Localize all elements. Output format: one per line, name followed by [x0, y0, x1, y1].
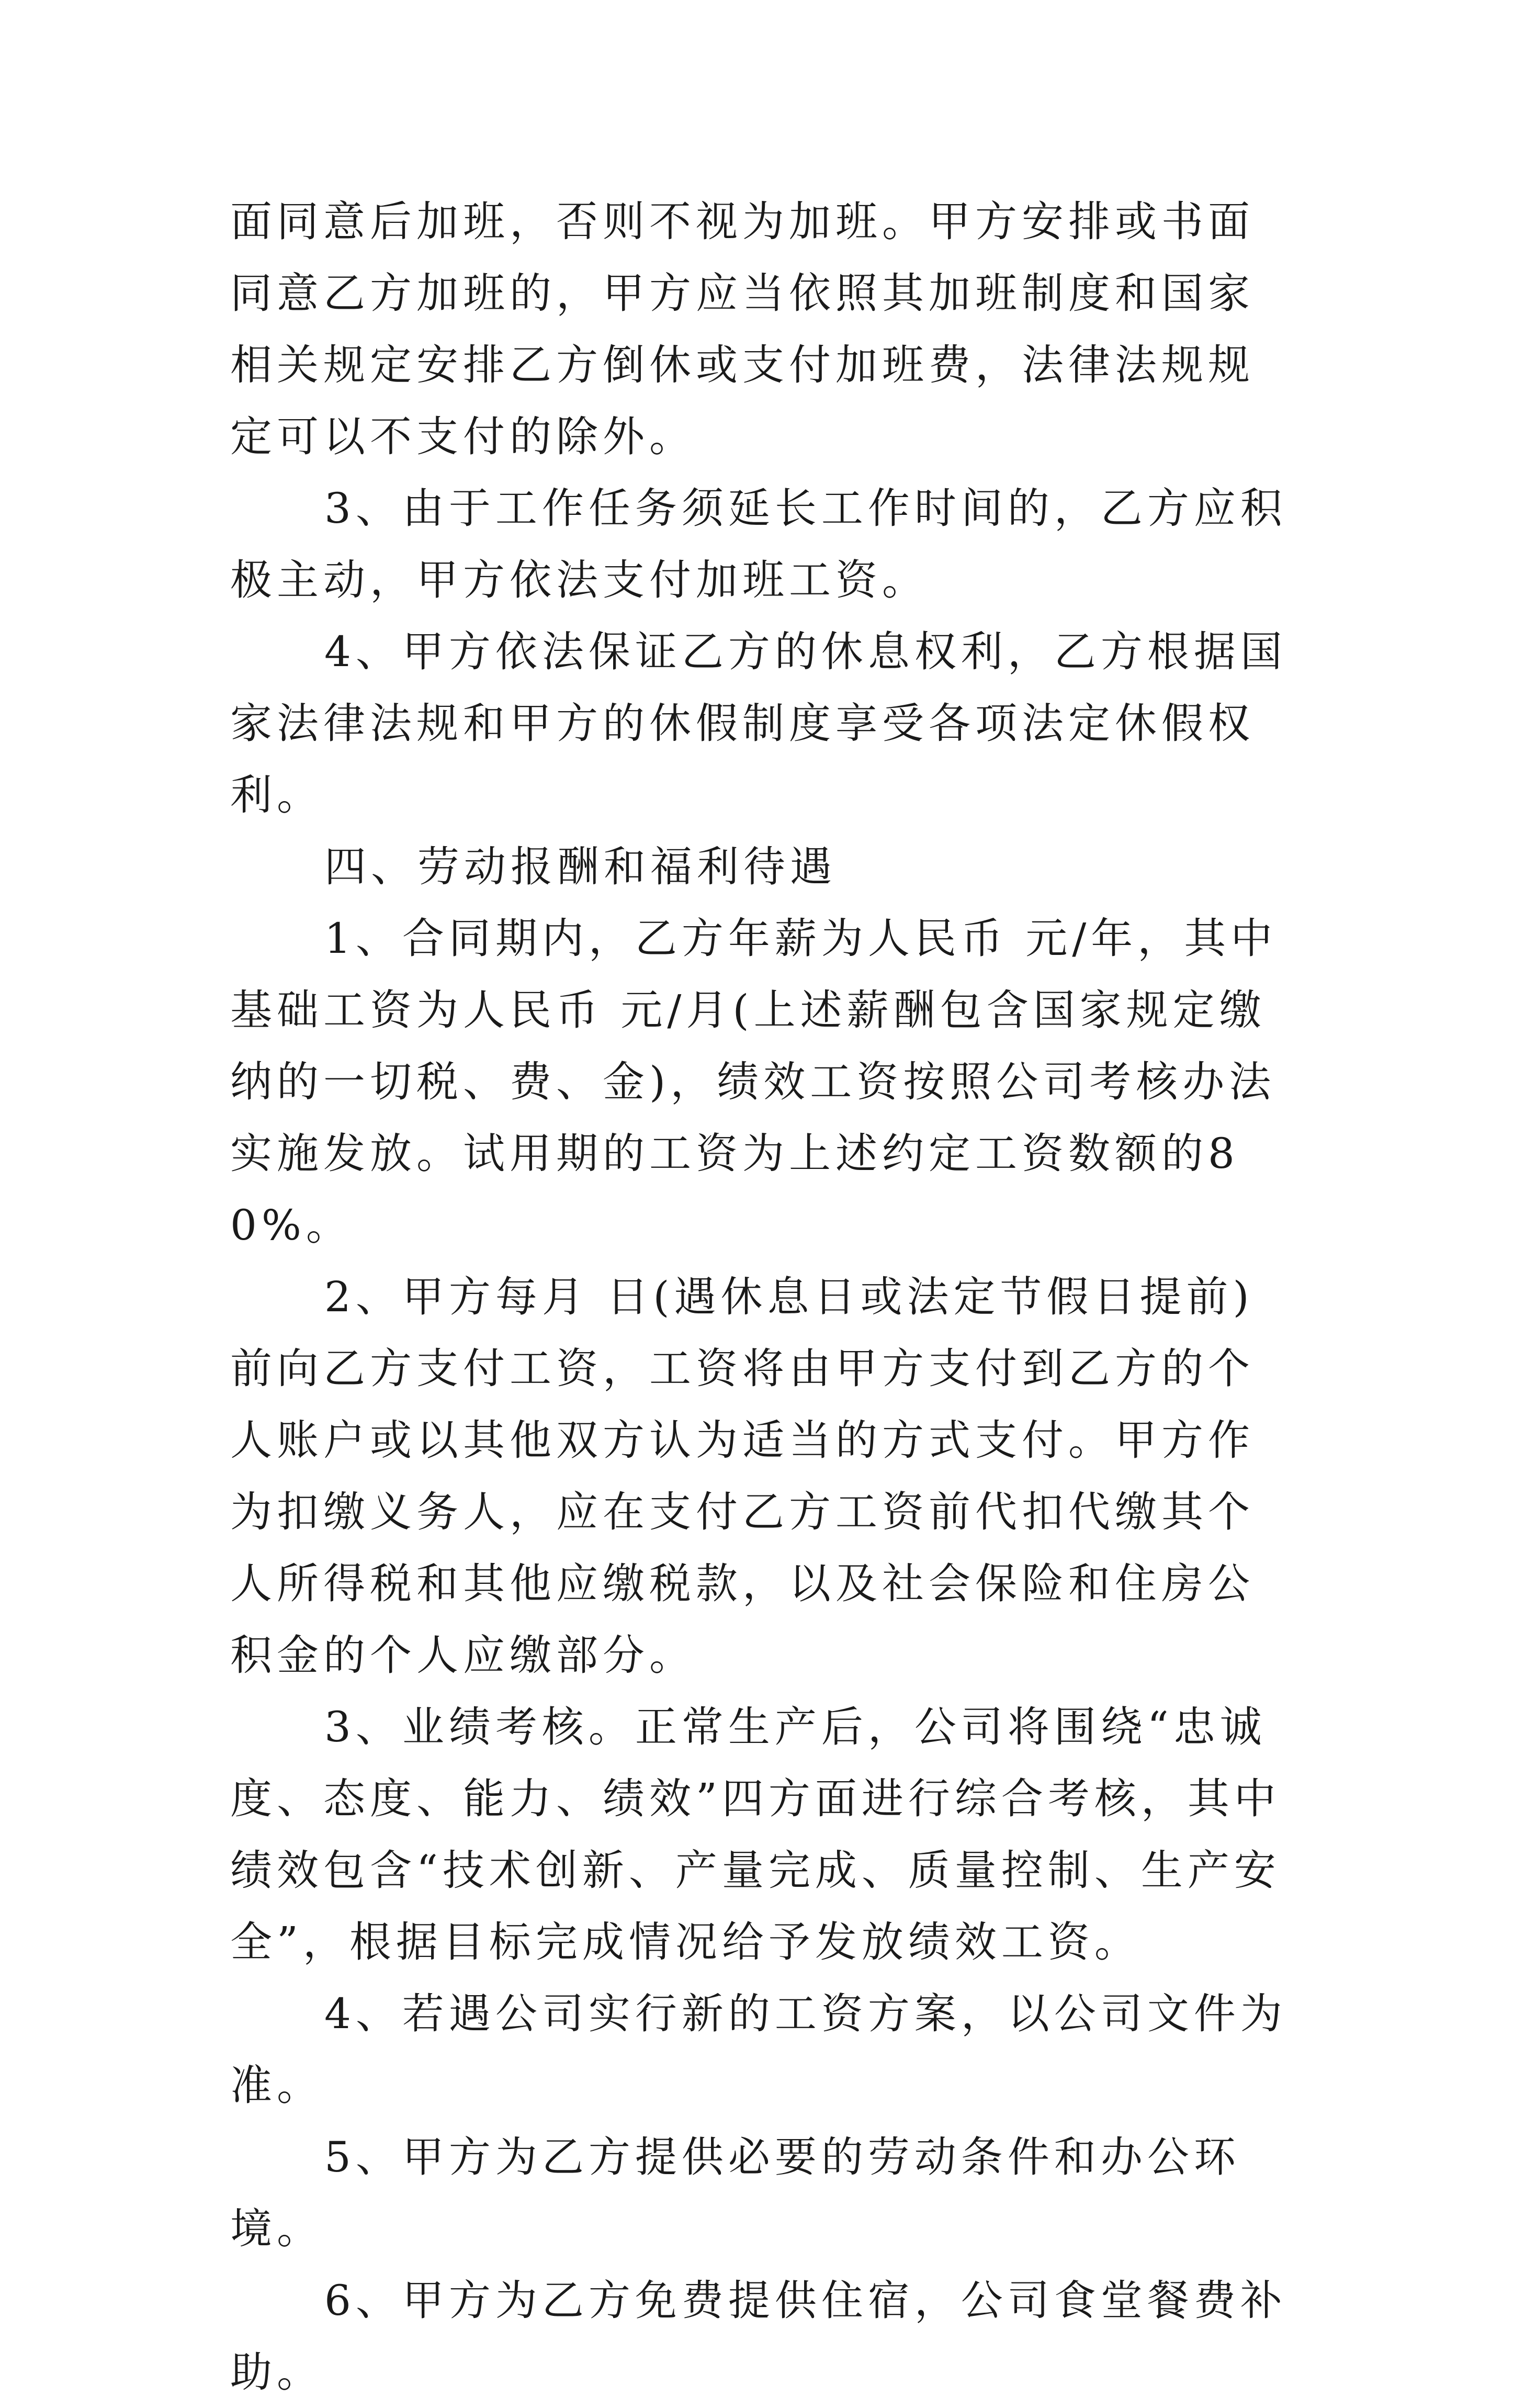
paragraph-clause-3-performance: 3、业绩考核。正常生产后，公司将围绕“忠诚度、态度、能力、绩效”四方面进行综合考核，其中绩效包含“技术创新、产量完成、质量控制、生产安全”，根据目标完成情况给予发放绩效工资。 — [230, 1703, 1281, 1966]
paragraph-clause-4-rest-rights: 4、甲方依法保证乙方的休息权利，乙方根据国家法律法规和甲方的休假制度享受各项法定休假权利。 — [230, 627, 1287, 819]
document-body — [230, 186, 1297, 2408]
paragraph-clause-4-new-plan: 4、若遇公司实行新的工资方案，以公司文件为准。 — [230, 1989, 1287, 2110]
paragraph-clause-2-payment: 2、甲方每月 日(遇休息日或法定节假日提前)前向乙方支付工资，工资将由甲方支付到乙方的个人账户或以其他双方认为适当的方式支付。甲方作为扣缴义务人，应在支付乙方工资前代扣代缴其个人所得税和其他应缴税款，以及社会保险和住房公积金的个人应缴部分。 — [230, 1273, 1255, 1680]
paragraph-overtime-continuation: 面同意后加班，否则不视为加班。甲方安排或书面同意乙方加班的，甲方应当依照其加班制度和国家相关规定安排乙方倒休或支付加班费，法律法规规定可以不支付的除外。 — [230, 197, 1255, 461]
paragraph-clause-6-housing: 6、甲方为乙方免费提供住宿，公司食堂餐费补助。 — [230, 2276, 1287, 2396]
paragraph-clause-1-salary: 1、合同期内，乙方年薪为人民币 元/年，其中基础工资为人民币 元/月(上述薪酬包含国家规定缴纳的一切税、费、金)，绩效工资按照公司考核办法实施发放。试用期的工资为上述约定工资数额的80%。 — [230, 914, 1278, 1250]
paragraph-clause-3-extended-hours: 3、由于工作任务须延长工作时间的，乙方应积极主动，甲方依法支付加班工资。 — [230, 484, 1287, 604]
section-heading-compensation: 四、劳动报酬和福利待遇 — [324, 842, 837, 891]
paragraph-clause-5-conditions: 5、甲方为乙方提供必要的劳动条件和办公环境。 — [230, 2133, 1240, 2253]
